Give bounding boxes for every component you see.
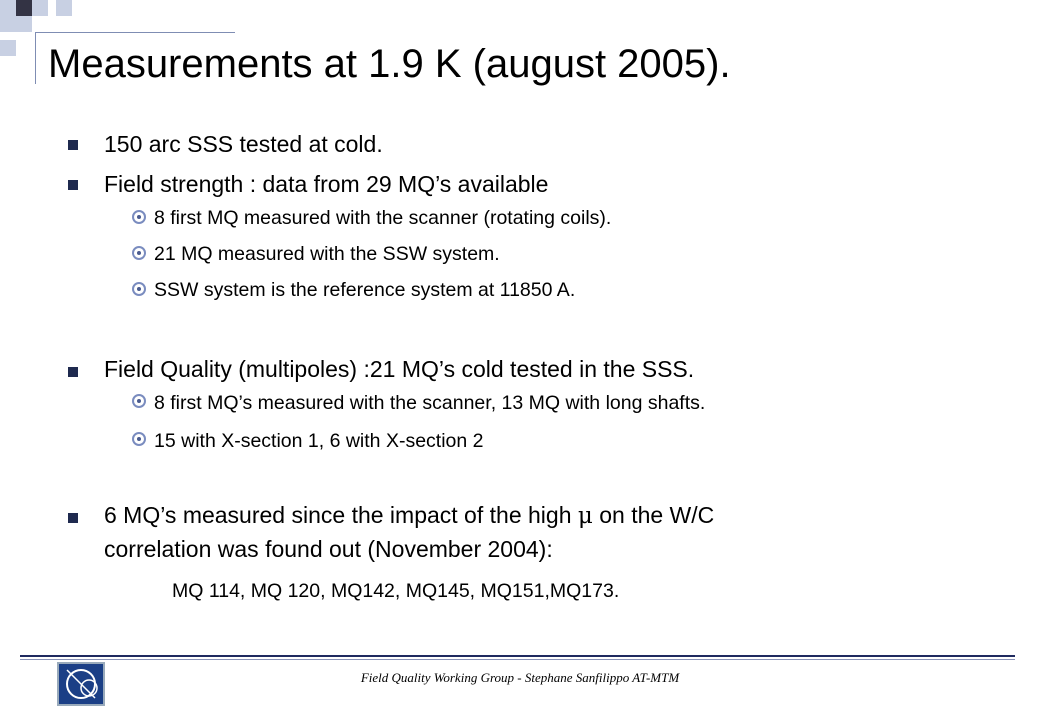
bullet-circle-icon xyxy=(132,246,146,260)
mu-symbol: μ xyxy=(577,503,593,529)
decor-vline xyxy=(35,32,36,84)
sub-bullet-2-1: 8 first MQ measured with the scanner (rotating coils). xyxy=(154,207,612,229)
decor-square xyxy=(56,0,72,16)
sub-bullet-3-2: 15 with X-section 1, 6 with X-section 2 xyxy=(154,430,484,452)
bullet-square-icon xyxy=(68,180,78,190)
decor-square xyxy=(0,0,16,16)
bullet-circle-icon xyxy=(132,210,146,224)
footer-divider-thin xyxy=(20,659,1015,660)
footer-divider xyxy=(20,655,1015,657)
slide-title: Measurements at 1.9 K (august 2005). xyxy=(48,42,731,86)
decor-square xyxy=(16,0,32,16)
decor-square xyxy=(0,40,16,56)
sub-bullet-2-2: 21 MQ measured with the SSW system. xyxy=(154,243,500,265)
bullet-circle-icon xyxy=(132,394,146,408)
bullet-circle-icon xyxy=(132,282,146,296)
bullet-4-line2: correlation was found out (November 2004): xyxy=(104,536,553,562)
bullet-square-icon xyxy=(68,513,78,523)
decor-square xyxy=(16,16,32,32)
footer-text: Field Quality Working Group - Stephane Sanfilippo AT-MTM xyxy=(360,670,680,685)
mq-list: MQ 114, MQ 120, MQ142, MQ145, MQ151,MQ173. xyxy=(172,580,620,602)
bullet-circle-icon xyxy=(132,432,146,446)
bullet-square-icon xyxy=(68,367,78,377)
bullet-4-text-b: on the W/C xyxy=(592,502,715,528)
bullet-4 xyxy=(104,502,714,529)
sub-bullet-3-1: 8 first MQ’s measured with the scanner, 13 MQ with long shafts. xyxy=(154,392,706,414)
decor-hline xyxy=(35,32,235,33)
bullet-2: Field strength : data from 29 MQ’s available xyxy=(104,171,549,197)
decor-square xyxy=(0,16,16,32)
sub-bullet-2-3: SSW system is the reference system at 11850 A. xyxy=(154,279,576,301)
bullet-square-icon xyxy=(68,140,78,150)
decor-square xyxy=(32,0,48,16)
bullet-3: Field Quality (multipoles) :21 MQ’s cold tested in the SSS. xyxy=(104,356,695,382)
bullet-1: 150 arc SSS tested at cold. xyxy=(104,131,383,157)
bullet-4-text-a: 6 MQ’s measured since the impact of the high xyxy=(104,502,578,528)
